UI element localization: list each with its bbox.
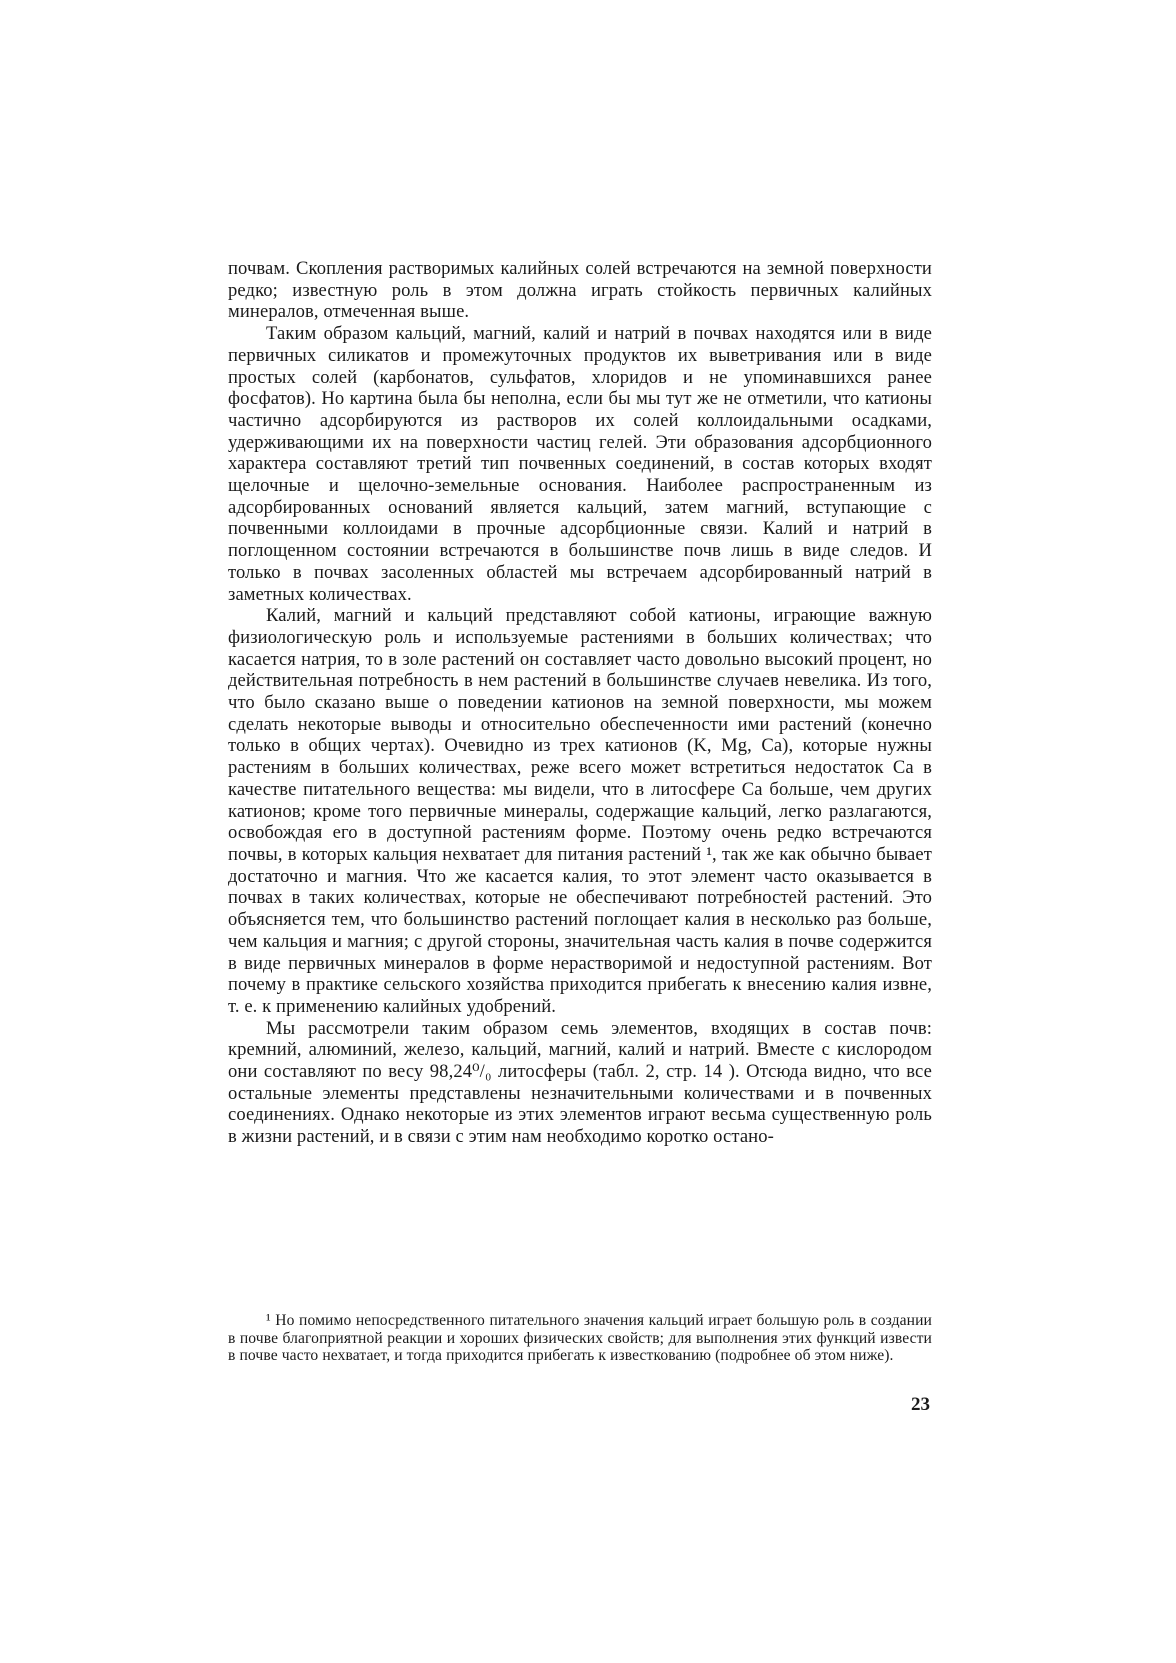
paragraph-4: Мы рассмотрели таким образом семь элементов, входящих в состав почв: кремний, алюминий, железо, кальций, магний, калий и натрий. Вместе с кислородом они составляют по весу 98,24⁰/₀ литосферы (табл. 2, стр. 14 ). Отсюда видно, что все остальные элементы представлены незначительными количествами и в почвенных соединениях. Однако некоторые из этих элементов играют весьма существенную роль в жизни растений, и в связи с этим нам необходимо коротко остано- xyxy=(228,1017,932,1148)
page-number: 23 xyxy=(911,1394,930,1415)
main-text xyxy=(228,258,932,1148)
footnote-area xyxy=(228,1312,932,1365)
paragraph-3: Калий, магний и кальций представляют собой катионы, играющие важную физиологическую роль и используемые растениями в больших количествах; что касается натрия, то в золе растений он составляет часто довольно высокий процент, но действительная потребность в нем растений в большинстве случаев невелика. Из того, что было сказано выше о поведении катионов на земной поверхности, мы можем сделать некоторые выводы и относительно обеспеченности ими растений (конечно только в общих чертах). Очевидно из трех катионов (K, Mg, Ca), которые нужны растениям в больших количествах, реже всего может встретиться недостаток Ca в качестве питательного вещества: мы видели, что в литосфере Ca больше, чем других катионов; кроме того первичные минералы, содержащие кальций, легко разлагаются, освобождая его в доступной растениям форме. Поэтому очень редко встречаются почвы, в которых кальция нехватает для питания растений ¹, так же как обычно бывает достаточно и магния. Что же касается калия, то этот элемент часто оказывается в почвах в таких количествах, которые не обеспечивают потребностей растений. Это объясняется тем, что большинство растений поглощает калия в несколько раз больше, чем кальция и магния; с другой стороны, значительная часть калия в почве содержится в виде первичных минералов в форме нерастворимой и недоступной растениям. Вот почему в практике сельского хозяйства приходится прибегать к внесению калия извне, т. е. к применению калийных удобрений. xyxy=(228,605,932,1017)
footnote-1: ¹ Но помимо непосредственного питательного значения кальций играет большую роль в создании в почве благоприятной реакции и хороших физических свойств; для выполнения этих функций извести в почве часто нехватает, и тогда приходится прибегать к известкованию (подробнее об этом ниже). xyxy=(228,1312,932,1365)
paragraph-2: Таким образом кальций, магний, калий и натрий в почвах находятся или в виде первичных силикатов и промежуточных продуктов их выветривания или в виде простых солей (карбонатов, сульфатов, хлоридов и не упоминавшихся ранее фосфатов). Но картина была бы неполна, если бы мы тут же не отметили, что катионы частично адсорбируются из растворов их солей коллоидальными осадками, удерживающими их на поверхности частиц гелей. Эти образования адсорбционного характера составляют третий тип почвенных соединений, в состав которых входят щелочные и щелочно-земельные основания. Наиболее распространенным из адсорбированных оснований является кальций, затем магний, вступающие с почвенными коллоидами в прочные адсорбционные связи. Калий и натрий в поглощенном состоянии встречаются в большинстве почв лишь в виде следов. И только в почвах засоленных областей мы встречаем адсорбированный натрий в заметных количествах. xyxy=(228,323,932,605)
paragraph-1: почвам. Скопления растворимых калийных солей встречаются на земной поверхности редко; известную роль в этом должна играть стойкость первичных калийных минералов, отмеченная выше. xyxy=(228,258,932,323)
